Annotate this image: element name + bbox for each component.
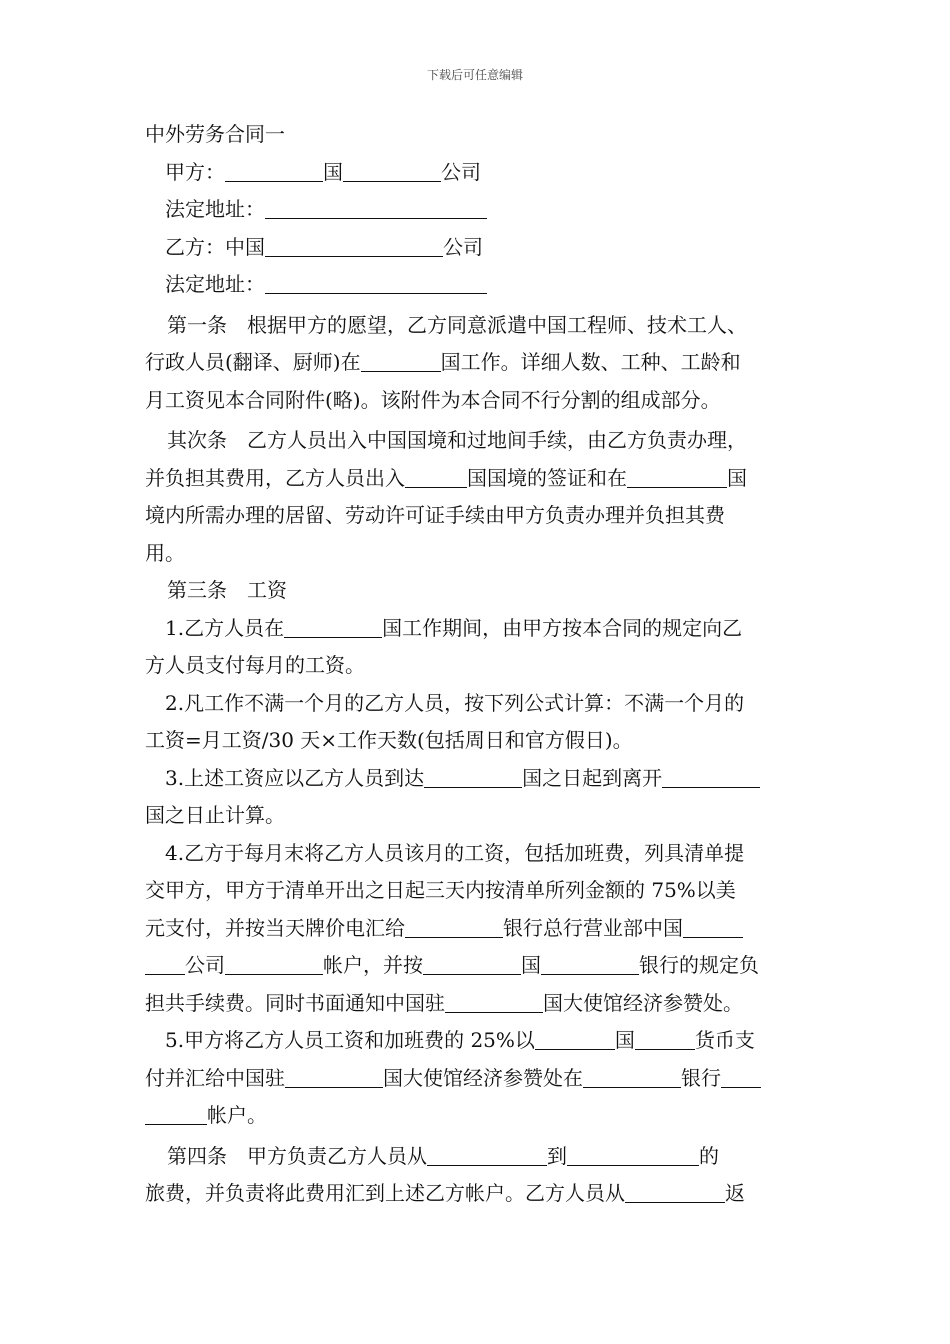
- blank-country: [662, 768, 760, 788]
- article-3-item-2: 2.凡工作不满一个月的乙方人员，按下列公式计算：不满一个月的: [165, 690, 745, 715]
- blank-country: [535, 1030, 615, 1050]
- contract-title: 中外劳务合同一: [145, 122, 285, 146]
- party-a-label: 甲方：: [165, 159, 225, 184]
- article-1-line: 行政人员(翻译、厨师)在 国工作。详细人数、工种、工龄和: [145, 350, 741, 374]
- blank-country: [225, 162, 323, 182]
- party-a-suffix: 公司: [441, 159, 481, 184]
- article-3-item-1: 方人员支付每月的工资。: [145, 653, 365, 677]
- article-3-heading: 第三条 工资: [167, 578, 287, 602]
- blank-country: [361, 352, 441, 372]
- article-3-item-3: 3.上述工资应以乙方人员到达 国之日起到离开: [145, 760, 807, 798]
- article-4-line: 旅费，并负责将此费用汇到上述乙方帐户。乙方人员从 返: [145, 1181, 745, 1205]
- party-a-address-line: [145, 191, 807, 229]
- blank-country: [405, 468, 467, 488]
- article-3-item-4: 4.乙方于每月末将乙方人员该月的工资，包括加班费，列具清单提: [165, 840, 745, 865]
- blank-account: [145, 1105, 207, 1125]
- party-a-country-word: 国: [323, 159, 343, 184]
- article-3-item-1: 1.乙方人员在 国工作期间，由甲方按本合同的规定向乙: [165, 615, 743, 640]
- blank-company: [145, 955, 185, 975]
- party-a-line: [145, 154, 807, 192]
- blank-country: [423, 955, 521, 975]
- article-3-item-4: 元支付，并按当天牌价电汇给 银行总行营业部中国: [145, 910, 807, 948]
- blank-country: [627, 468, 727, 488]
- party-b-suffix: 公司: [443, 234, 483, 259]
- article-3-item-3: 国之日止计算。: [145, 803, 285, 827]
- article-3-item-5: 5.甲方将乙方人员工资和加班费的 25%以 国 货币支: [165, 1028, 755, 1052]
- article-3-item-4: 公司 帐户，并按 国 银行的规定负: [145, 947, 807, 985]
- article-3-item-4: 担共手续费。同时书面通知中国驻 国大使馆经济参赞处。: [145, 990, 743, 1015]
- article-3-item-4: 交甲方，甲方于清单开出之日起三天内按清单所列金额的 75%以美: [145, 878, 736, 902]
- blank-company: [683, 918, 743, 938]
- blank-location: [625, 1183, 725, 1203]
- blank-country: [445, 993, 543, 1013]
- blank-currency: [635, 1030, 695, 1050]
- article-2-line: 并负担其费用，乙方人员出入 国国境的签证和在 国: [145, 465, 747, 490]
- blank-company: [265, 237, 443, 257]
- blank-origin: [427, 1146, 547, 1166]
- address-label: 法定地址：: [165, 272, 265, 296]
- blank-country: [424, 768, 522, 788]
- article-3-item-2: 工资=月工资/30 天×工作天数(包括周日和官方假日)。: [145, 728, 633, 752]
- article-2-line: 用。: [145, 540, 185, 565]
- page-header: 下载后可任意编辑: [426, 68, 523, 82]
- blank-bank: [583, 1068, 681, 1088]
- address-label: 法定地址：: [165, 197, 265, 221]
- party-b-label: 乙方：中国: [165, 234, 265, 259]
- article-2-line: 境内所需办理的居留、劳动许可证手续由甲方负责办理并负担其费: [145, 503, 725, 527]
- article-2-line: 其次条 乙方人员出入中国国境和过地间手续，由乙方负责办理，: [167, 428, 747, 452]
- contract-body: [145, 116, 807, 1213]
- blank-address: [265, 274, 487, 294]
- blank-account: [721, 1068, 761, 1088]
- article-4-line: 第四条 甲方负责乙方人员从 到 的: [167, 1143, 719, 1168]
- party-b-line: [145, 229, 807, 267]
- blank-country: [284, 618, 382, 638]
- article-3-item-5: 帐户。: [145, 1097, 807, 1135]
- party-b-address-line: [145, 266, 807, 304]
- article-1-line: 第一条 根据甲方的愿望，乙方同意派遣中国工程师、技术工人、: [167, 312, 747, 337]
- article-3-item-5: 付并汇给中国驻 国大使馆经济参赞处在 银行: [145, 1060, 807, 1098]
- blank-bank: [541, 955, 639, 975]
- blank-bank: [405, 918, 503, 938]
- blank-address: [265, 199, 487, 219]
- blank-destination: [567, 1146, 699, 1166]
- blank-company: [343, 162, 441, 182]
- blank-country: [285, 1068, 383, 1088]
- article-1-line: 月工资见本合同附件(略)。该附件为本合同不行分割的组成部分。: [145, 387, 721, 412]
- blank-account: [225, 955, 323, 975]
